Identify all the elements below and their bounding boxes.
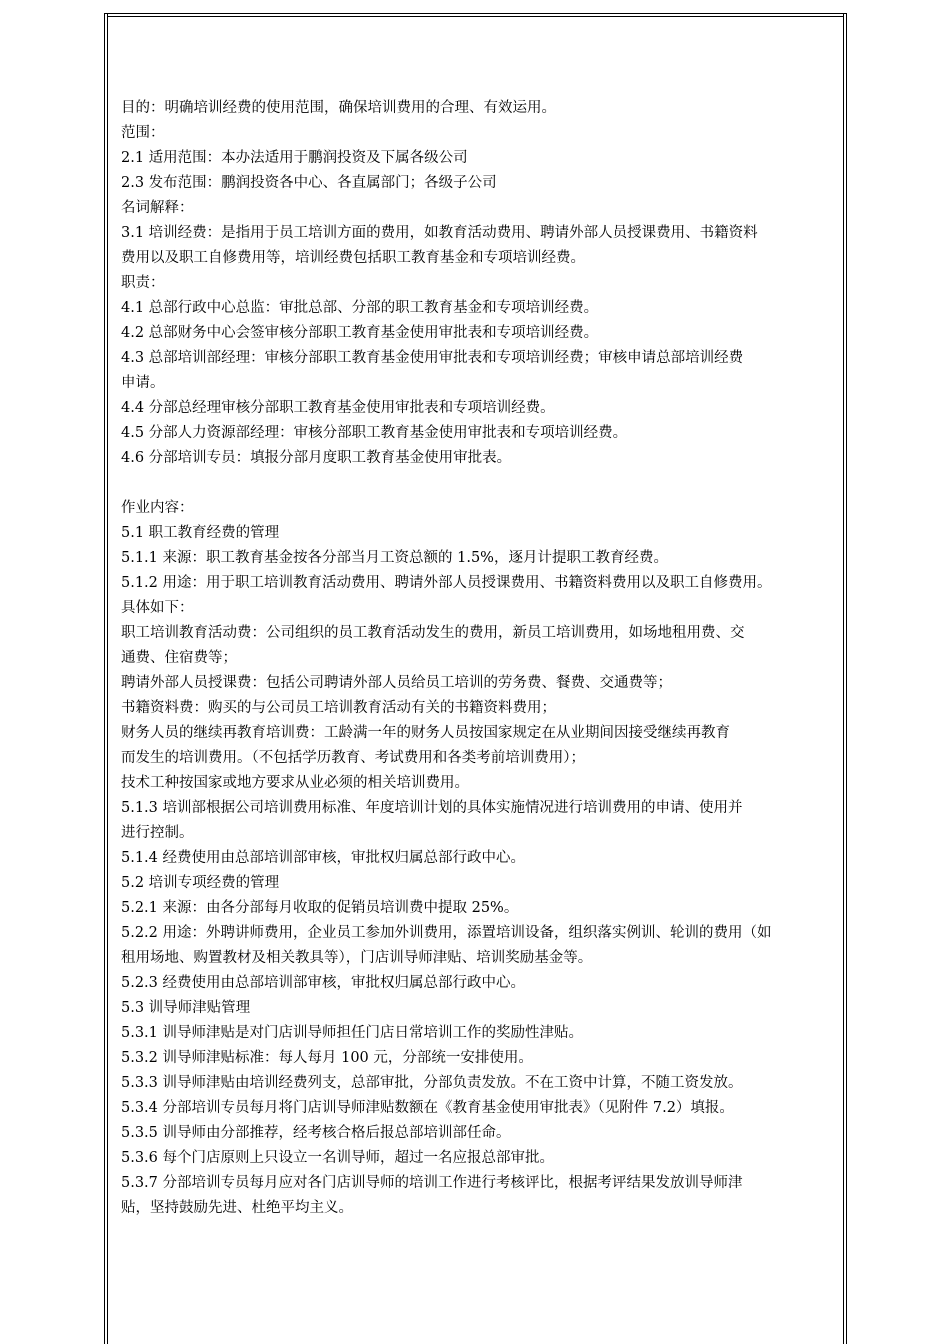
doc-line: 范围： <box>121 125 165 141</box>
doc-line: 5.1.1 来源：职工教育基金按各分部当月工资总额的 1.5%，逐月计提职工教育经费。 <box>121 550 668 566</box>
doc-line: 4.1 总部行政中心总监：审批总部、分部的职工教育基金和专项培训经费。 <box>121 300 599 316</box>
doc-line: 而发生的培训费用。（不包括学历教育、考试费用和各类考前培训费用）； <box>121 750 585 766</box>
doc-line: 职工培训教育活动费：公司组织的员工教育活动发生的费用，新员工培训费用，如场地租用费、交 <box>121 625 745 641</box>
doc-line: 5.2.1 来源：由各分部每月收取的促销员培训费中提取 25%。 <box>121 900 519 916</box>
doc-line: 2.3 发布范围：鹏润投资各中心、各直属部门；各级子公司 <box>121 175 497 191</box>
doc-line: 作业内容： <box>121 500 194 516</box>
doc-line: 5.3.6 每个门店原则上只设立一名训导师，超过一名应报总部审批。 <box>121 1150 555 1166</box>
doc-line: 职责： <box>121 275 165 291</box>
doc-line: 5.1.3 培训部根据公司培训费用标准、年度培训计划的具体实施情况进行培训费用的申请、使用并 <box>121 800 743 816</box>
doc-line: 5.1 职工教育经费的管理 <box>121 525 280 541</box>
doc-line: 租用场地、购置教材及相关教具等），门店训导师津贴、培训奖励基金等。 <box>121 950 593 966</box>
doc-line: 名词解释： <box>121 200 194 216</box>
frame-right-border <box>843 13 844 1344</box>
doc-line: 5.3.5 训导师由分部推荐，经考核合格后报总部培训部任命。 <box>121 1125 511 1141</box>
doc-line: 费用以及职工自修费用等，培训经费包括职工教育基金和专项培训经费。 <box>121 250 585 266</box>
doc-line: 2.1 适用范围：本办法适用于鹏润投资及下属各级公司 <box>121 150 468 166</box>
doc-line: 3.1 培训经费：是指用于员工培训方面的费用，如教育活动费用、聘请外部人员授课费用、书籍资料 <box>121 225 758 241</box>
doc-line: 5.3.2 训导师津贴标准：每人每月 100 元，分部统一安排使用。 <box>121 1050 533 1066</box>
doc-line: 进行控制。 <box>121 825 194 841</box>
frame-left-inner-border <box>107 13 108 1344</box>
doc-line: 财务人员的继续再教育培训费：工龄满一年的财务人员按国家规定在从业期间因接受继续再教育 <box>121 725 730 741</box>
doc-line: 书籍资料费：购买的与公司员工培训教育活动有关的书籍资料费用； <box>121 700 556 716</box>
doc-line: 5.3.7 分部培训专员每月应对各门店训导师的培训工作进行考核评比，根据考评结果发放训导师津 <box>121 1175 743 1191</box>
doc-line: 5.3 训导师津贴管理 <box>121 1000 251 1016</box>
blank-line <box>121 471 833 496</box>
doc-line: 通费、住宿费等； <box>121 650 237 666</box>
frame-right-inner-border <box>846 13 847 1344</box>
doc-line: 5.2.3 经费使用由总部培训部审核，审批权归属总部行政中心。 <box>121 975 526 991</box>
doc-line: 5.3.4 分部培训专员每月将门店训导师津贴数额在《教育基金使用审批表》（见附件 7.2）填报。 <box>121 1100 734 1116</box>
doc-line: 4.6 分部培训专员：填报分部月度职工教育基金使用审批表。 <box>121 450 512 466</box>
doc-line: 5.1.2 用途：用于职工培训教育活动费用、聘请外部人员授课费用、书籍资料费用以及职工自修费用。 <box>121 575 772 591</box>
doc-line: 5.3.3 训导师津贴由培训经费列支，总部审批，分部负责发放。不在工资中计算，不随工资发放。 <box>121 1075 743 1091</box>
doc-line: 5.2 培训专项经费的管理 <box>121 875 280 891</box>
doc-line: 5.3.1 训导师津贴是对门店训导师担任门店日常培训工作的奖励性津贴。 <box>121 1025 584 1041</box>
doc-line: 5.2.2 用途：外聘讲师费用，企业员工参加外训费用，添置培训设备，组织落实例训、轮训的费用（如 <box>121 925 772 941</box>
doc-line: 聘请外部人员授课费：包括公司聘请外部人员给员工培训的劳务费、餐费、交通费等； <box>121 675 672 691</box>
doc-line: 申请。 <box>121 375 165 391</box>
doc-line: 4.3 总部培训部经理：审核分部职工教育基金使用审批表和专项培训经费；审核申请总部培训经费 <box>121 350 744 366</box>
doc-line: 目的：明确培训经费的使用范围，确保培训费用的合理、有效运用。 <box>121 100 556 116</box>
document-body <box>121 96 833 1221</box>
frame-left-border <box>104 13 105 1344</box>
doc-line: 5.1.4 经费使用由总部培训部审核，审批权归属总部行政中心。 <box>121 850 526 866</box>
doc-line: 4.2 总部财务中心会签审核分部职工教育基金使用审批表和专项培训经费。 <box>121 325 599 341</box>
frame-top-inner-border <box>107 16 844 17</box>
doc-line: 贴，坚持鼓励先进、杜绝平均主义。 <box>121 1200 353 1216</box>
doc-line: 4.5 分部人力资源部经理：审核分部职工教育基金使用审批表和专项培训经费。 <box>121 425 628 441</box>
doc-line: 4.4 分部总经理审核分部职工教育基金使用审批表和专项培训经费。 <box>121 400 555 416</box>
doc-line: 技术工种按国家或地方要求从业必须的相关培训费用。 <box>121 775 469 791</box>
frame-top-border <box>104 13 847 14</box>
doc-line: 具体如下： <box>121 600 194 616</box>
